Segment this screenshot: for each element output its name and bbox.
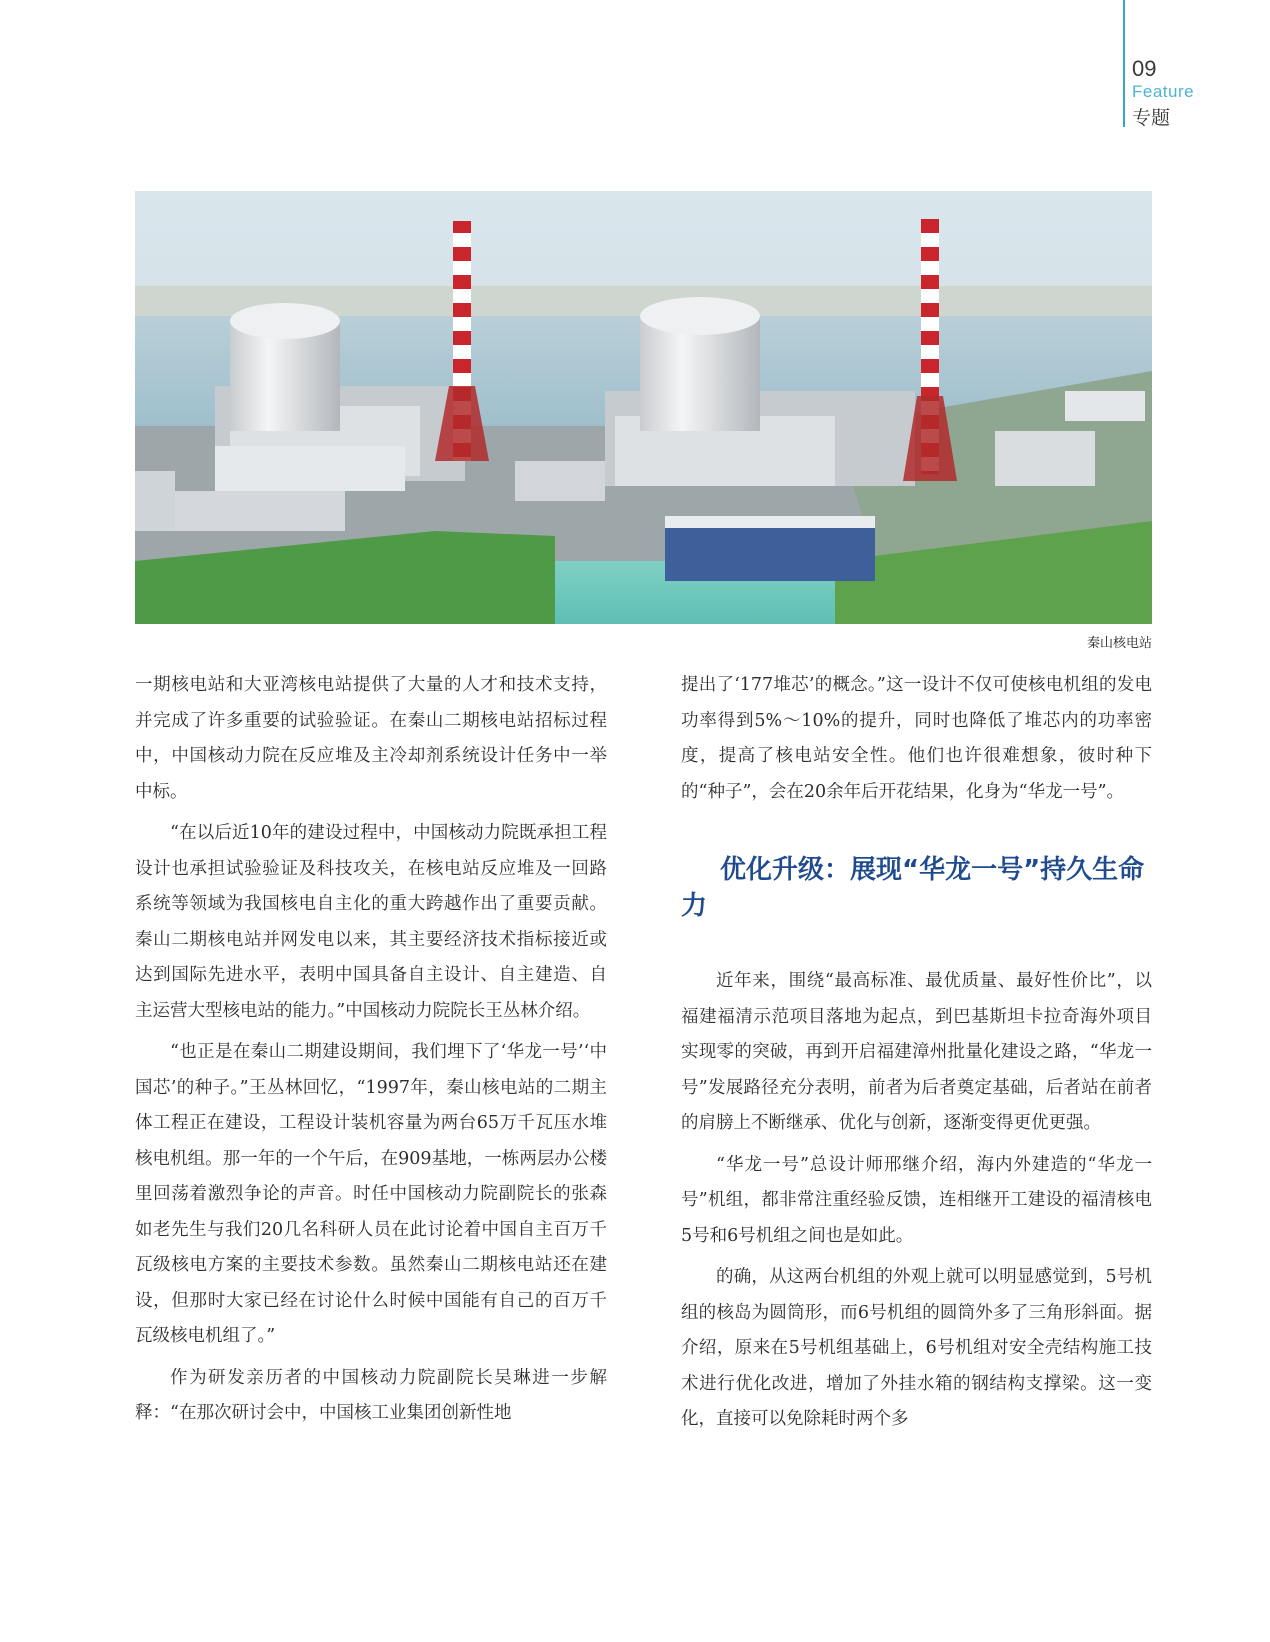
paragraph: 一期核电站和大亚湾核电站提供了大量的人才和技术支持，并完成了许多重要的试验验证。在秦山二期核电站招标过程中，中国核动力院在反应堆及主冷却剂系统设计任务中一举中标。: [135, 675, 607, 802]
paragraph: “也正是在秦山二期建设期间，我们埋下了‘华龙一号’‘中国芯’的种子。”王丛林回忆，“1997年，秦山核电站的二期主体工程正在建设，工程设计装机容量为两台65万千瓦压水堆核电机组。那一年的一个午后，在909基地，一栋两层办公楼里回荡着激烈争论的声音。时任中国核动力院副院长的张森如老先生与我们20几名科研人员在此讨论着中国自主百万千瓦级核电方案的主要技术参数。虽然秦山二期核电站还在建设，但那时大家已经在讨论什么时候中国能有自己的百万千瓦级核电机组了。”: [135, 1042, 607, 1346]
page-number: 09: [1132, 56, 1157, 81]
section-heading: 优化升级：展现“华龙一号”持久生命力: [681, 855, 1145, 921]
right-text-column: [681, 668, 1152, 1438]
left-text-column: [135, 668, 607, 1432]
paragraph: 作为研发亲历者的中国核动力院副院长吴琳进一步解释：“在那次研讨会中，中国核工业集团创新性地: [135, 1367, 607, 1423]
photo-caption: 秦山核电站: [1086, 636, 1152, 651]
paragraph: 的确，从这两台机组的外观上就可以明显感觉到，5号机组的核岛为圆筒形，而6号机组的圆筒外多了三角形斜面。据介绍，原来在5号机组基础上，6号机组对安全壳结构施工技术进行优化改进，增加了外挂水箱的钢结构支撑梁。这一变化，直接可以免除耗时两个多: [681, 1267, 1152, 1429]
section-label-cn: 专题: [1132, 107, 1171, 129]
nuclear-plant-illustration: [135, 191, 1152, 624]
section-label-en: Feature: [1132, 82, 1195, 101]
nuclear-plant-photo: [135, 191, 1152, 624]
paragraph: “在以后近10年的建设过程中，中国核动力院既承担工程设计也承担试验验证及科技攻关，在核电站反应堆及一回路系统等领域为我国核电自主化的重大跨越作出了重要贡献。秦山二期核电站并网发电以来，其主要经济技术指标接近或达到国际先进水平，表明中国具备自主设计、自主建造、自主运营大型核电站的能力。”中国核动力院院长王丛林介绍。: [135, 823, 607, 1021]
paragraph: 提出了‘177堆芯’的概念。”这一设计不仅可使核电机组的发电功率得到5%～10%的提升，同时也降低了堆芯内的功率密度，提高了核电站安全性。他们也许很难想象，彼时种下的“种子”，会在20余年后开花结果，化身为“华龙一号”。: [681, 675, 1152, 802]
header-divider: [1123, 0, 1125, 127]
paragraph: 近年来，围绕“最高标准、最优质量、最好性价比”，以福建福清示范项目落地为起点，到巴基斯坦卡拉奇海外项目实现零的突破，再到开启福建漳州批量化建设之路，“华龙一号”发展路径充分表明，前者为后者奠定基础，后者站在前者的肩膀上不断继承、优化与创新，逐渐变得更优更强。: [681, 971, 1152, 1133]
paragraph: “华龙一号”总设计师邢继介绍，海内外建造的“华龙一号”机组，都非常注重经验反馈，连相继开工建设的福清核电5号和6号机组之间也是如此。: [681, 1154, 1152, 1246]
